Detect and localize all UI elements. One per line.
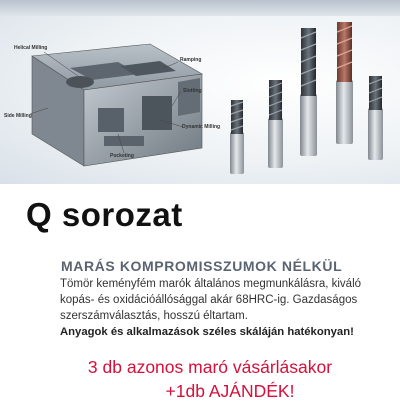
label-slotting: Slotting bbox=[183, 88, 202, 94]
page-title: Q sorozat bbox=[26, 196, 183, 233]
workpiece-block bbox=[32, 44, 202, 166]
promo-line-1: 3 db azonos maró vásárlásakor bbox=[87, 357, 333, 377]
milling-illustration bbox=[0, 16, 400, 184]
end-mill-3 bbox=[300, 28, 317, 156]
label-pocketing: Pocketing bbox=[110, 153, 134, 159]
label-helical-milling: Helical Milling bbox=[14, 45, 48, 51]
top-band bbox=[0, 0, 400, 16]
end-mill-2 bbox=[268, 80, 283, 168]
description-text: Tömör keményfém marók általános megmunkálásra, kiváló kopás- és oxidációállósággal akár 68HRC-ig. Gazdaságos szerszámválasztás, hosszú éltartam. bbox=[60, 278, 362, 322]
page-subtitle: MARÁS KOMPROMISSZUMOK NÉLKÜL bbox=[61, 258, 343, 274]
highlight-text: Anyagok és alkalmazások széles skáláján hatékonyan! bbox=[60, 326, 354, 338]
hero-image bbox=[0, 16, 400, 184]
label-side-milling: Side Milling bbox=[4, 113, 32, 119]
label-ramping: Ramping bbox=[180, 57, 202, 63]
end-mill-5 bbox=[368, 76, 383, 160]
end-mill-1 bbox=[230, 100, 244, 174]
label-dynamic-milling: Dynamic Milling bbox=[182, 124, 221, 130]
end-mill-4 bbox=[336, 22, 353, 144]
promo-line-2: +1db AJÁNDÉK! bbox=[165, 381, 295, 401]
